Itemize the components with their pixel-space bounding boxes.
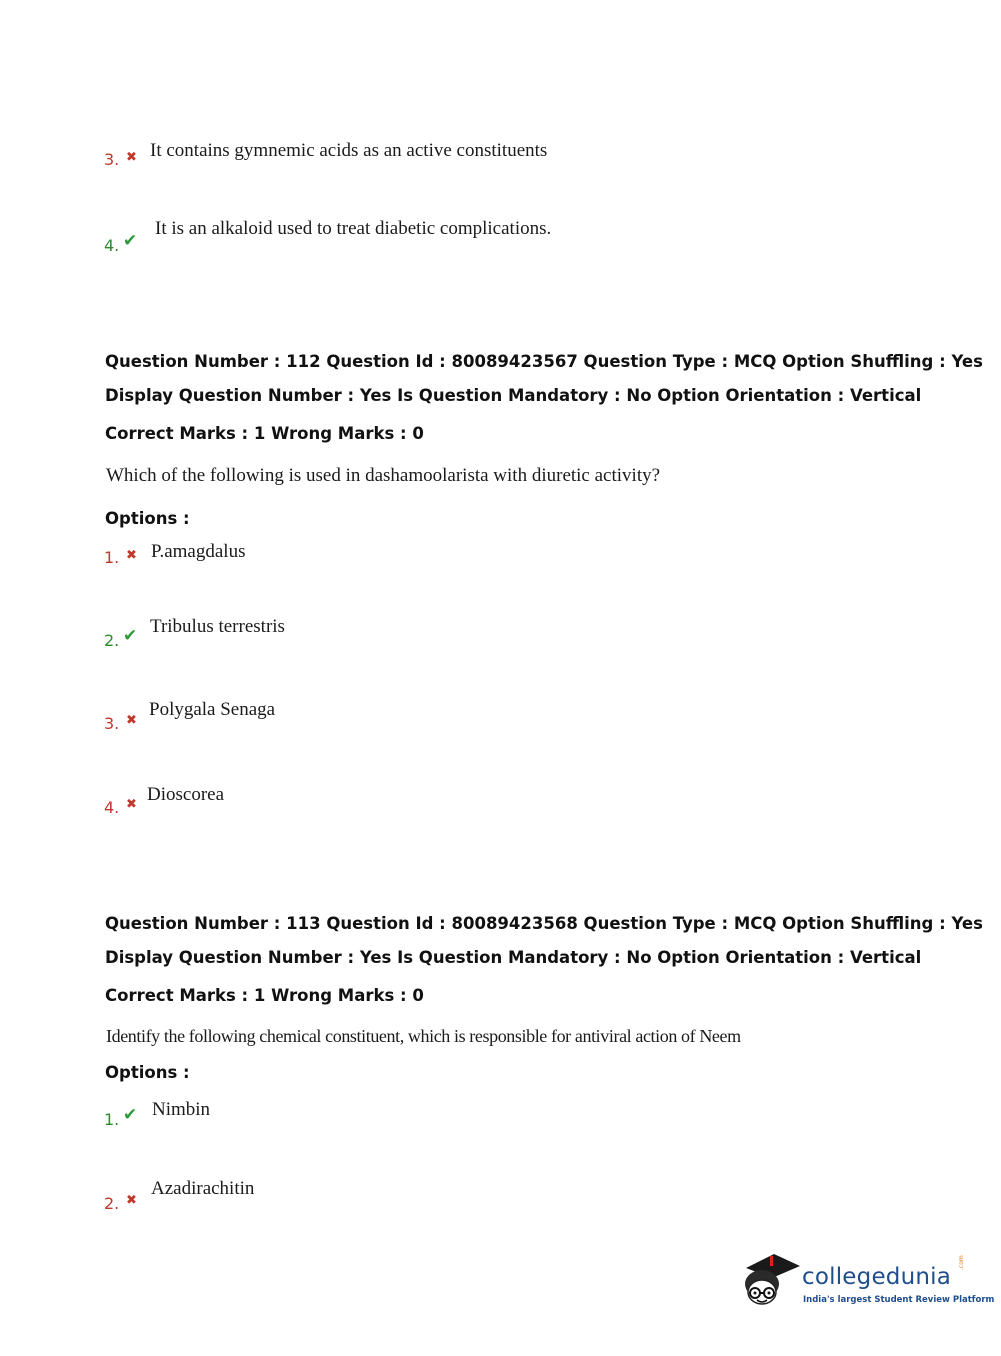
check-icon: ✔ xyxy=(123,626,138,646)
logo-tagline: India's largest Student Review Platform xyxy=(803,1295,995,1305)
option-text: Azadirachitin xyxy=(151,1178,255,1199)
question-meta-line: Question Number : 113 Question Id : 80089423568 Question Type : MCQ Option Shuffling : Yes xyxy=(105,914,983,933)
option-text: It is an alkaloid used to treat diabetic complications. xyxy=(155,218,552,239)
collegedunia-logo xyxy=(740,1248,995,1318)
option-number: 2. xyxy=(104,1194,120,1213)
option-text: Tribulus terrestris xyxy=(150,616,285,637)
option-number: 1. xyxy=(104,1110,120,1129)
cross-icon: ✖ xyxy=(126,150,137,165)
option-number: 4. xyxy=(104,798,120,817)
option-number: 3. xyxy=(104,714,120,733)
check-icon: ✔ xyxy=(123,231,138,251)
option-number: 3. xyxy=(104,150,120,169)
option-text: Polygala Senaga xyxy=(149,699,276,720)
option-text: Dioscorea xyxy=(147,784,225,805)
cross-icon: ✖ xyxy=(126,1193,137,1208)
cross-icon: ✖ xyxy=(126,797,137,812)
option-number: 2. xyxy=(104,631,120,650)
option-number: 4. xyxy=(104,236,120,255)
options-label: Options : xyxy=(105,1063,190,1082)
marks-line: Correct Marks : 1 Wrong Marks : 0 xyxy=(105,986,424,1005)
logo-wordmark: collegedunia xyxy=(802,1264,952,1290)
cross-icon: ✖ xyxy=(126,548,137,563)
option-number: 1. xyxy=(104,548,120,567)
question-meta-line: Display Question Number : Yes Is Question Mandatory : No Option Orientation : Vertical xyxy=(105,386,922,405)
option-text: It contains gymnemic acids as an active constituents xyxy=(150,140,548,161)
check-icon: ✔ xyxy=(123,1105,138,1125)
question-text: Identify the following chemical constituent, which is responsible for antiviral action of Neem xyxy=(106,1026,741,1046)
option-text: P.amagdalus xyxy=(151,541,246,562)
mascot-icon xyxy=(740,1248,802,1318)
cross-icon: ✖ xyxy=(126,713,137,728)
option-text: Nimbin xyxy=(152,1099,211,1120)
question-text: Which of the following is used in dashamoolarista with diuretic activity? xyxy=(106,465,661,486)
logo-suffix: .com xyxy=(958,1255,965,1270)
question-meta-line: Question Number : 112 Question Id : 80089423567 Question Type : MCQ Option Shuffling : Yes xyxy=(105,352,983,371)
marks-line: Correct Marks : 1 Wrong Marks : 0 xyxy=(105,424,424,443)
question-meta-line: Display Question Number : Yes Is Question Mandatory : No Option Orientation : Vertical xyxy=(105,948,922,967)
options-label: Options : xyxy=(105,509,190,528)
